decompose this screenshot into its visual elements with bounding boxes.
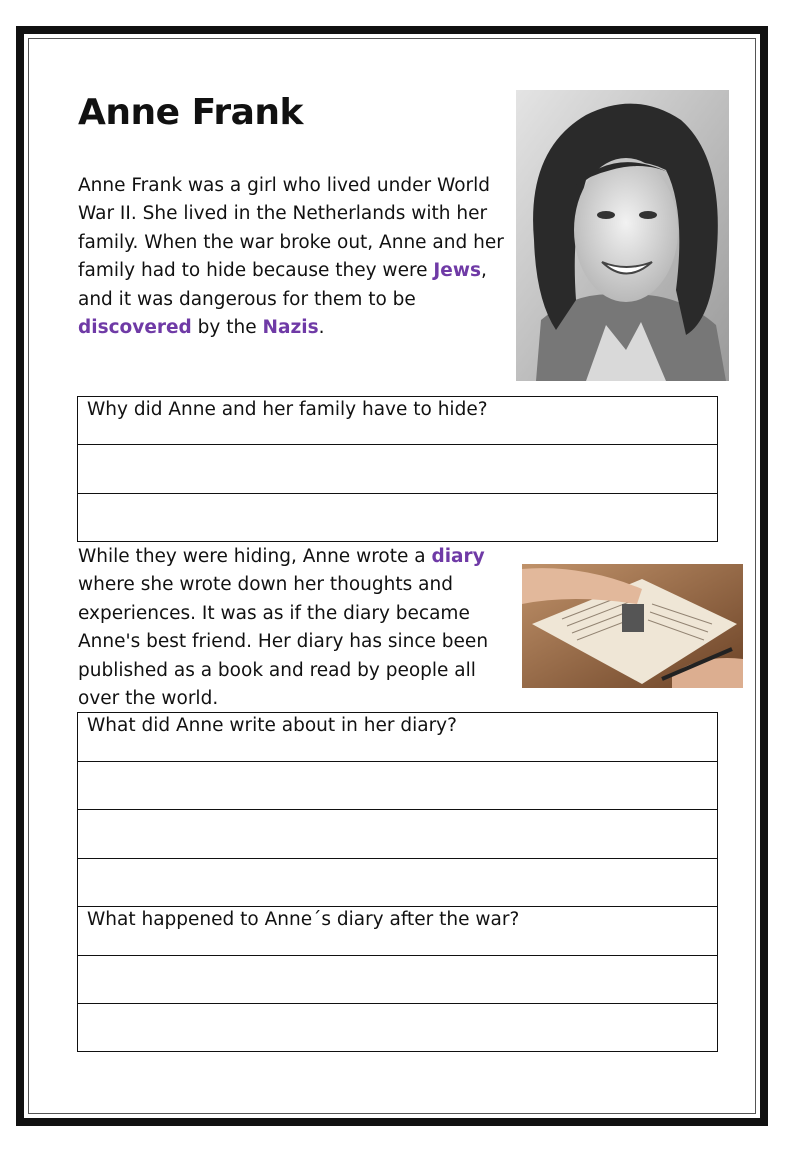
answer-line[interactable]: [78, 956, 717, 1005]
question-text: Why did Anne and her family have to hide?: [87, 399, 488, 420]
question-row: [78, 907, 717, 956]
paragraph-text: Anne Frank was a girl who lived under World War II. She lived in the Netherlands with her family. When the war broke out, Anne and her family had to hide because they were: [78, 175, 504, 282]
keyword-discovered: discovered: [78, 317, 192, 339]
answer-line[interactable]: [78, 810, 717, 859]
diary-photo: [522, 564, 743, 688]
keyword-nazis: Nazis: [262, 317, 319, 339]
page-title: Anne Frank: [78, 92, 303, 133]
question-row: [78, 397, 717, 445]
question-box-1: [77, 396, 718, 542]
question-text: What did Anne write about in her diary?: [87, 715, 457, 736]
keyword-jews: Jews: [433, 260, 481, 282]
question-row: [78, 713, 717, 762]
answer-line[interactable]: [78, 445, 717, 493]
paragraph-text: , and it was dangerous for them to be: [78, 260, 487, 310]
question-text: What happened to Anne´s diary after the war?: [87, 909, 520, 930]
answer-line[interactable]: [78, 1004, 717, 1053]
paragraph-text: .: [318, 317, 325, 339]
intro-paragraph: [78, 172, 508, 342]
anne-frank-portrait: [516, 90, 729, 381]
paragraph-text: by the: [191, 317, 263, 339]
diary-paragraph: [78, 543, 518, 713]
paragraph-text: While they were hiding, Anne wrote a: [78, 546, 432, 567]
answer-line[interactable]: [78, 859, 717, 908]
question-box-2: [77, 712, 718, 1052]
keyword-diary: diary: [431, 546, 485, 567]
paragraph-text: where she wrote down her thoughts and experiences. It was as if the diary became Anne's best friend. Her diary has since been published as a book and read by people all over the world.: [78, 574, 489, 710]
answer-line[interactable]: [78, 494, 717, 542]
answer-line[interactable]: [78, 762, 717, 811]
